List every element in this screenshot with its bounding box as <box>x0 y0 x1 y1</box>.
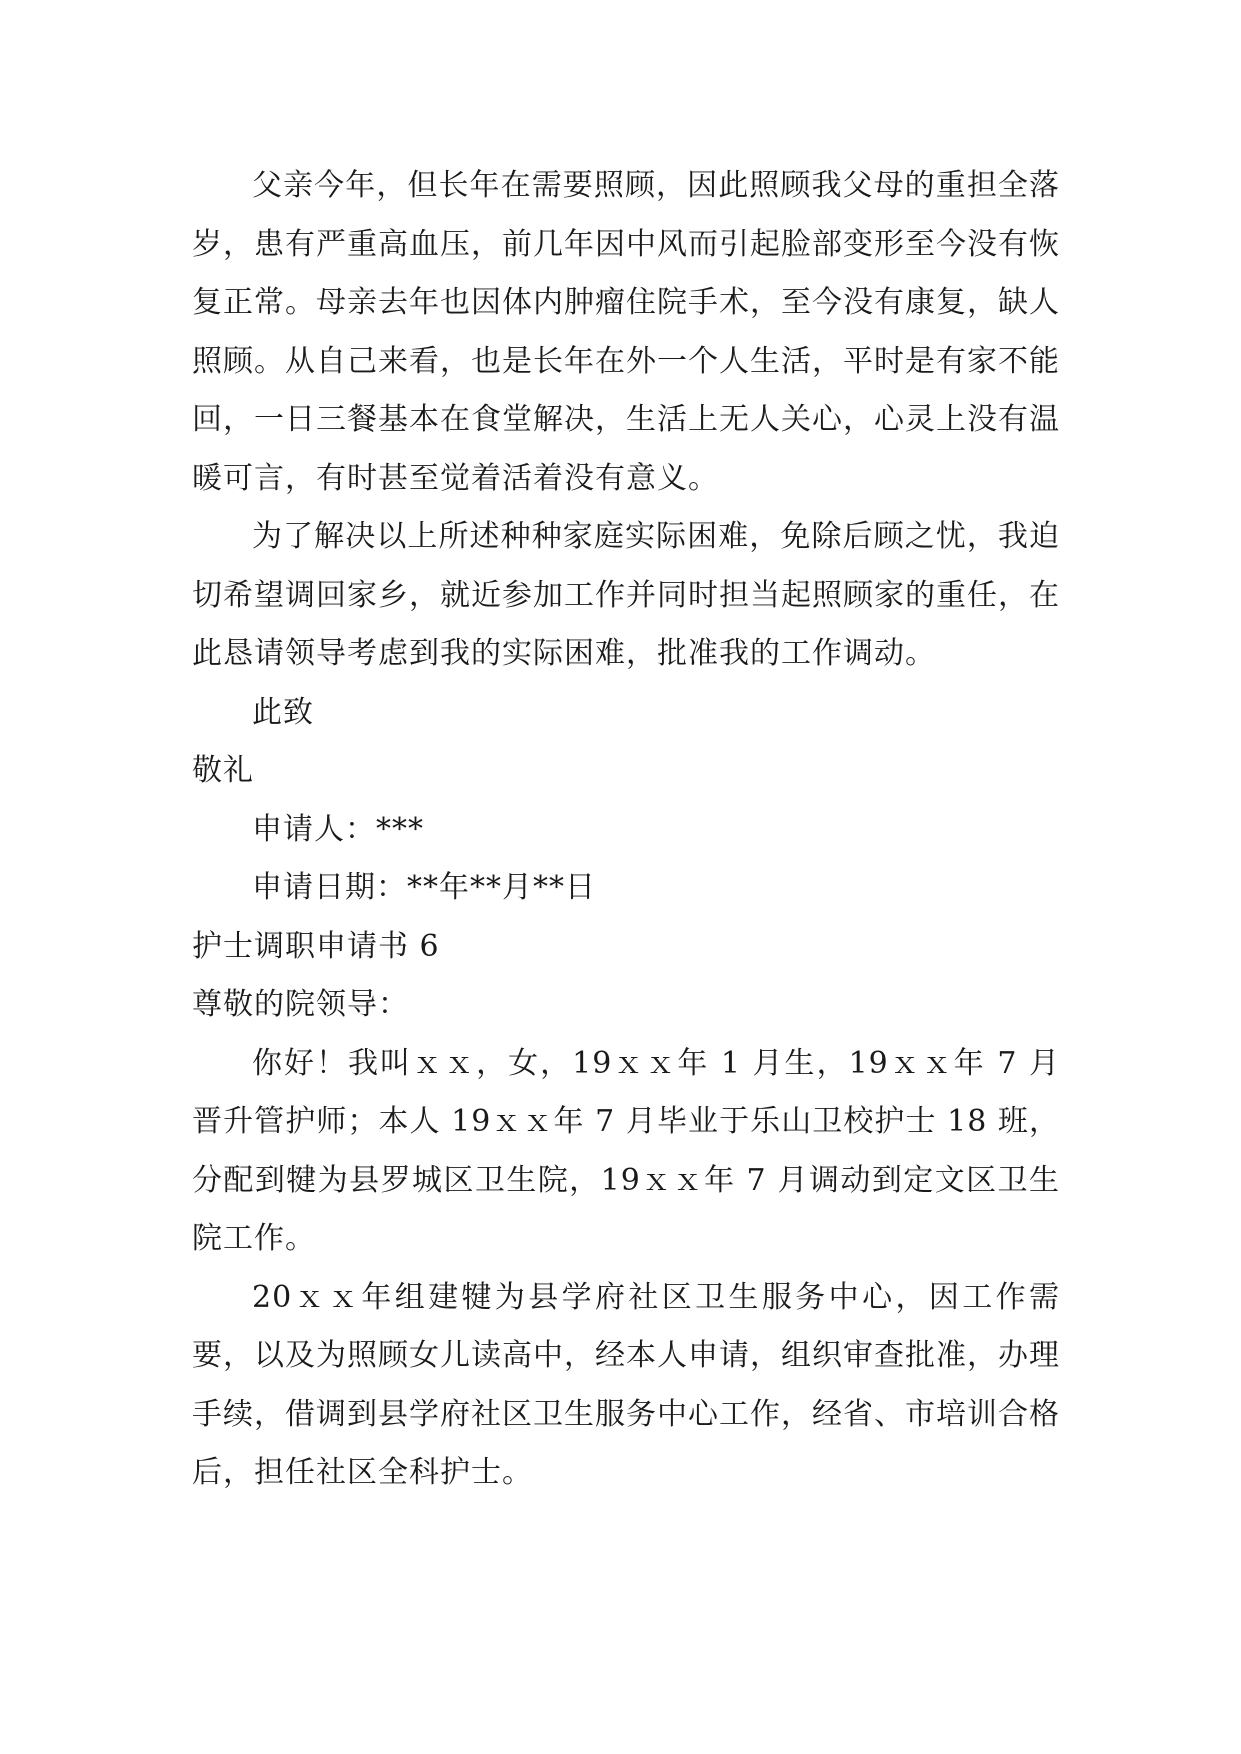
closing-salute: 敬礼 <box>192 753 254 788</box>
body-paragraph-family: 父亲今年，但长年在需要照顾，因此照顾我父母的重担全落岁，患有严重高血压，前几年因中风而引起脸部变形至今没有恢复正常。母亲去年也因体内肿瘤住院手术，至今没有康复，缺人照顾。从自己来看，也是长年在外一个人生活，平时是有家不能回，一日三餐基本在食堂解决，生活上无人关心，心灵上没有温暖可言，有时甚至觉着活着没有意义。 <box>192 168 1060 496</box>
body-paragraph-work-history: 20ｘｘ年组建犍为县学府社区卫生服务中心，因工作需要，以及为照顾女儿读高中，经本人申请，组织审查批准，办理手续，借调到县学府社区卫生服务中心工作，经省、市培训合格后，担任社区全科护士。 <box>192 1279 1060 1490</box>
closing-greeting: 此致 <box>252 694 314 730</box>
section-title: 护士调职申请书 6 <box>192 928 440 964</box>
body-paragraph-introduction: 你好！我叫ｘｘ，女，19ｘｘ年 1 月生，19ｘｘ年 7 月晋升管护师；本人 19ｘｘ年 7 月毕业于乐山卫校护士 18 班，分配到犍为县罗城区卫生院，19ｘｘ年 7 月调动到定文区卫生院工作。 <box>192 1045 1060 1256</box>
body-paragraph-request: 为了解决以上所述种种家庭实际困难，免除后顾之忧，我迫切希望调回家乡，就近参加工作并同时担当起照顾家的重任，在此恳请领导考虑到我的实际困难，批准我的工作调动。 <box>192 519 1060 671</box>
letter-salutation: 尊敬的院领导： <box>192 987 409 1022</box>
applicant-signature: 申请人：*** <box>252 811 424 847</box>
application-date: 申请日期：**年**月**日 <box>252 870 596 905</box>
document-page <box>192 157 1060 1503</box>
